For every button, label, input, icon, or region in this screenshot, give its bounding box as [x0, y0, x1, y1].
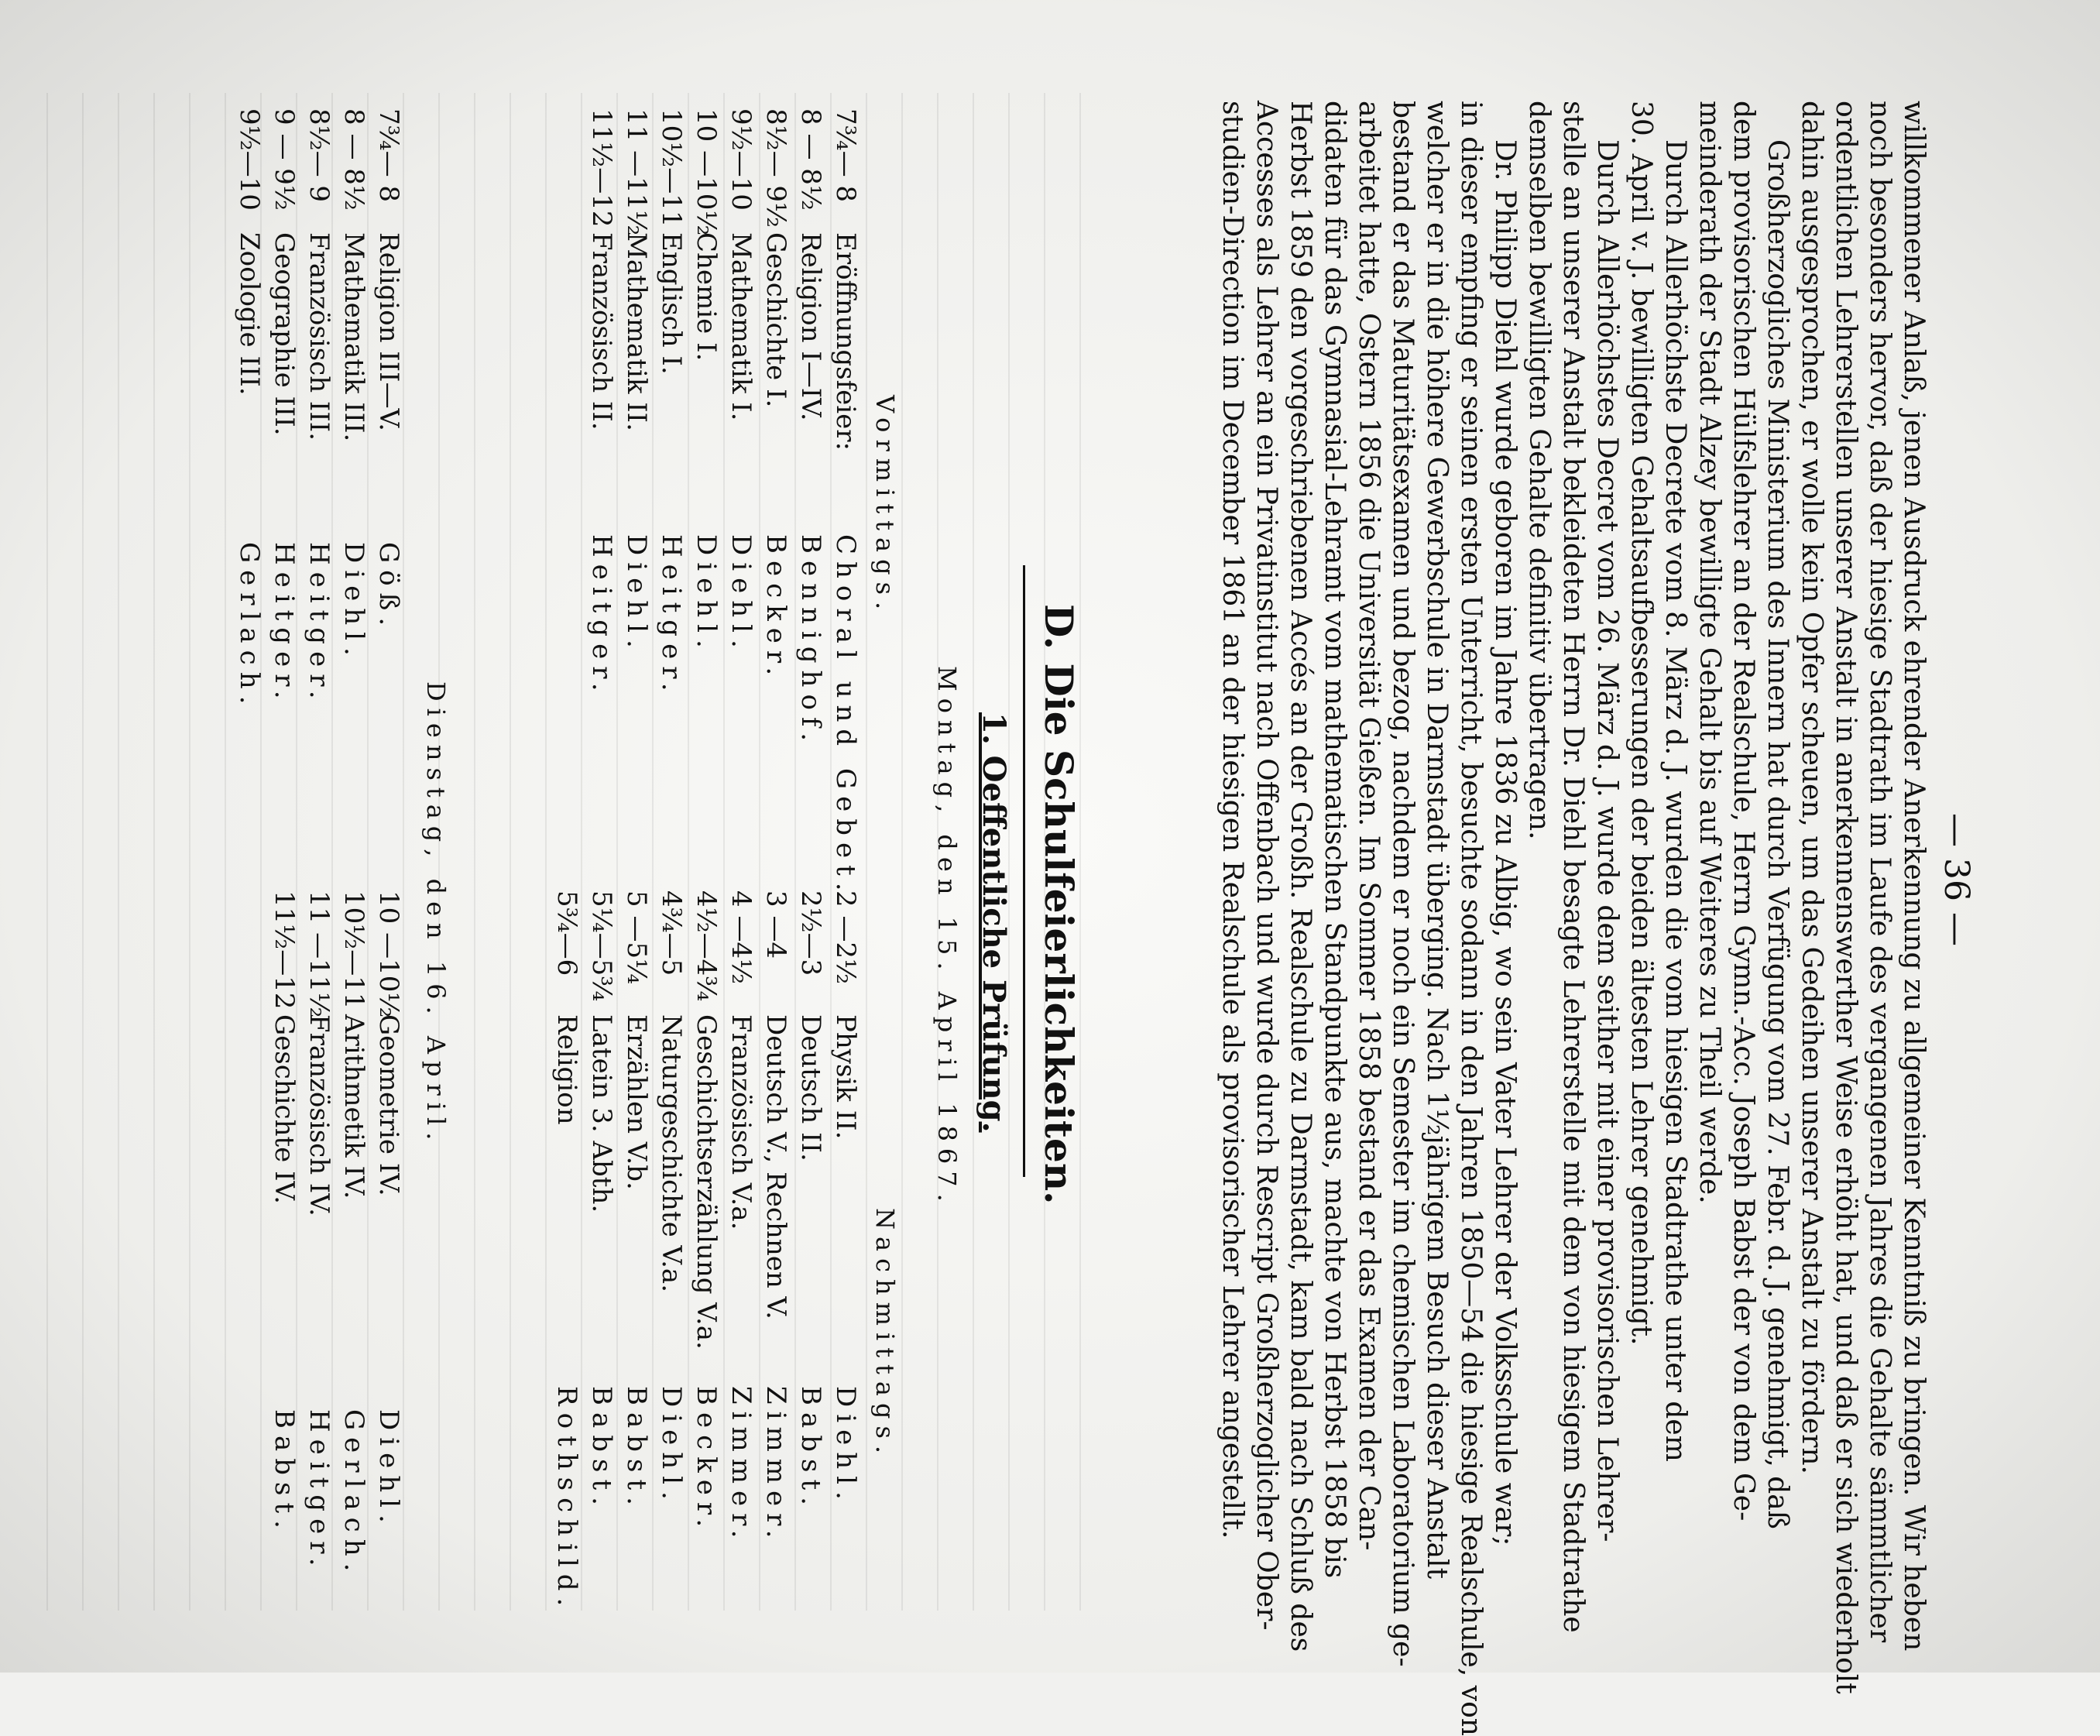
- teacher-name: Diehl.: [830, 1386, 861, 1507]
- subject: Zoologie III.: [234, 232, 265, 396]
- time-slot: 8 — 8½: [795, 108, 826, 211]
- time-slot: 7¾— 8: [373, 108, 404, 203]
- subject: Geometrie IV.: [373, 1014, 404, 1196]
- time-slot: 4½—4¾: [691, 890, 722, 1002]
- time-slot: 5¼—5¾: [586, 890, 617, 1002]
- teacher-name: Bennighof.: [795, 534, 826, 749]
- teacher-name: Gerlach.: [234, 542, 265, 712]
- section-title: D. Die Schulfeierlichkeiten.: [1036, 604, 1082, 1205]
- subject: Eröffnungsfeier:: [830, 232, 861, 451]
- subject: Englisch I.: [656, 232, 687, 375]
- text-line: stelle an unserer Anstalt bekleideten Herrn Dr. Diehl besagte Lehrerstelle mit dem von hiesigem Stadtrathe: [1557, 101, 1589, 1633]
- teacher-name: Heitger.: [304, 542, 335, 706]
- teacher-name: Diehl.: [621, 534, 652, 655]
- subject: Geschichte I.: [760, 232, 791, 408]
- text-line: meinderath der Stadt Alzey bewilligte Gehalt bis auf Weiteres zu Theil werde.: [1693, 101, 1725, 1204]
- text-line: arbeitet hatte, Ostern 1856 die Universität Gießen. Im Sommer 1858 bestand er das Examen der Can-: [1353, 101, 1385, 1551]
- time-slot: 2 —2½: [830, 890, 861, 985]
- teacher-name: Babst.: [621, 1386, 652, 1512]
- time-slot: 4¾—5: [656, 890, 687, 976]
- time-slot: 8½— 9: [304, 108, 335, 203]
- subject: Naturgeschichte V.a.: [656, 1014, 687, 1293]
- subject: Französisch II.: [586, 232, 617, 431]
- vormittags-label: Vormittags.: [870, 395, 900, 617]
- text-line: Durch Allerhöchstes Decret vom 26. März d. J. wurde dem seither mit einer provisorischen Lehrer-: [1591, 139, 1623, 1542]
- text-line: willkommener Anlaß, jenen Ausdruck ehrender Anerkennung zu allgemeiner Kenntniß zu bringen. Wir heben: [1898, 101, 1930, 1652]
- text-line: ordentlichen Lehrerstellen unserer Anstalt in anerkennenswerther Weise erhöht hat, und daß er sich wiederholt: [1830, 101, 1862, 1694]
- subject: Geographie III.: [269, 232, 300, 436]
- teacher-name: Diehl.: [338, 542, 369, 663]
- teacher-name: Babst.: [795, 1386, 826, 1512]
- teacher-name: Göß.: [373, 542, 404, 633]
- time-slot: 5¾—6: [551, 890, 582, 976]
- text-line: Herbst 1859 den vorgeschriebenen Accés an der Großh. Realschule zu Darmstadt, kam bald nach Schluß des: [1285, 101, 1316, 1652]
- text-line: bestand er das Maturitätsexamen und bezog, nachdem er noch ein Semester im chemischen Laboratorium ge-: [1387, 101, 1419, 1667]
- teacher-name: Diehl.: [691, 534, 722, 655]
- teacher-name: Choral und Gebet.: [830, 534, 861, 898]
- time-slot: 11½—12: [586, 108, 617, 228]
- subject: Erzählen V.b.: [621, 1014, 652, 1190]
- teacher-name: Becker.: [691, 1386, 722, 1535]
- section-rule: [1023, 565, 1025, 1177]
- subject: Religion III—V.: [373, 232, 404, 431]
- time-slot: 11 —11½: [621, 108, 652, 236]
- text-line: demselben bewilligten Gehalte definitiv übertragen.: [1523, 101, 1555, 840]
- teacher-name: Diehl.: [726, 534, 757, 655]
- subject: Religion I—IV.: [795, 232, 826, 421]
- time-slot: 2½—3: [795, 890, 826, 976]
- subject: Mathematik III.: [338, 232, 369, 442]
- text-line: Großherzogliches Ministerium des Innern hat durch Verfügung vom 27. Febr. d. J. genehmigt, daß: [1762, 139, 1793, 1529]
- teacher-name: Babst.: [269, 1409, 300, 1535]
- teacher-name: Zimmer.: [726, 1386, 757, 1546]
- tuesday-heading: Dienstag, den 16. April.: [421, 681, 451, 1148]
- page-number: — 36 —: [1937, 813, 1976, 946]
- subject: Deutsch II.: [795, 1014, 826, 1161]
- teacher-name: Diehl.: [656, 1386, 687, 1507]
- text-line: welcher er in die höhere Gewerbschule in Darmstadt überging. Nach 1½jährigem Besuch dieser Anstalt: [1421, 101, 1453, 1580]
- time-slot: 8 — 8½: [338, 108, 369, 211]
- subject: Chemie I.: [691, 232, 722, 362]
- subject: Arithmetik IV.: [338, 1014, 369, 1199]
- subsection-title: 1. Oeffentliche Prüfung.: [976, 712, 1012, 1133]
- nachmittags-label: Nachmittags.: [870, 1208, 900, 1461]
- time-slot: 9 — 9½: [269, 108, 300, 211]
- text-line: didaten für das Gymnasial-Lehramt vom mathematischen Standpunkte aus, machte von Herbst 1858 bis: [1319, 101, 1350, 1579]
- text-line: 30. April v. J. bewilligten Gehaltsaufbesserungen der beiden ältesten Lehrer genehmigt.: [1625, 101, 1657, 1346]
- time-slot: 10 —10½: [373, 890, 404, 1018]
- teacher-name: Gerlach.: [338, 1409, 369, 1579]
- teacher-name: Becker.: [760, 534, 791, 683]
- time-slot: 10½—11: [656, 108, 687, 228]
- time-slot: 5 —5¼: [621, 890, 652, 985]
- teacher-name: Diehl.: [373, 1409, 404, 1530]
- time-slot: 11½—12: [269, 890, 300, 1010]
- time-slot: 4 —4½: [726, 890, 757, 985]
- subject: Latein 3. Abth.: [586, 1014, 617, 1213]
- time-slot: 11 —11½: [304, 890, 335, 1018]
- time-slot: 10 —10½: [691, 108, 722, 236]
- text-line: in dieser empfing er seinen ersten Unterricht, besuchte sodann in den Jahren 1850—54 die hiesige Realschule, von: [1455, 101, 1487, 1736]
- time-slot: 7¾— 8: [830, 108, 861, 203]
- teacher-name: Rothschild.: [551, 1386, 582, 1614]
- teacher-name: Zimmer.: [760, 1386, 791, 1546]
- text-line: studien-Direction im December 1861 an der hiesigen Realschule als provisorischer Lehrer angestellt.: [1216, 101, 1248, 1539]
- teacher-name: Heitger.: [586, 534, 617, 698]
- time-slot: 10½—11: [338, 890, 369, 1010]
- rotated-document-page: [87, 101, 1976, 1736]
- text-line: Durch Allerhöchste Decrete vom 8. März d. J. wurden die vom hiesigen Stadtrathe unter dem: [1659, 139, 1691, 1462]
- teacher-name: Heitger.: [656, 534, 687, 698]
- subject: Mathematik II.: [621, 232, 652, 431]
- time-slot: 9½—10: [234, 108, 265, 211]
- subject: Deutsch V., Rechnen V.: [760, 1014, 791, 1319]
- text-line: dahin ausgesprochen, er wolle kein Opfer scheuen, um das Gedeihen unserer Anstalt zu fördern.: [1796, 101, 1827, 1475]
- subject: Französisch V.a.: [726, 1014, 757, 1230]
- subject: Geschichtserzählung V.a.: [691, 1014, 722, 1350]
- subject: Französisch IV.: [304, 1014, 335, 1216]
- teacher-name: Heitger.: [269, 542, 300, 706]
- subject: Mathematik I.: [726, 232, 757, 421]
- text-line: dem provisorischen Hülfslehrer an der Realschule, Herrn Gymn.-Acc. Joseph Babst der von dem Ge-: [1728, 101, 1759, 1522]
- subject: Physik II.: [830, 1014, 861, 1140]
- text-line: Accesses als Lehrer an ein Privatinstitut nach Offenbach und wurde durch Rescript Großherzoglicher Ober-: [1251, 101, 1282, 1631]
- subject: Geschichte IV.: [269, 1014, 300, 1204]
- text-line: Dr. Philipp Diehl wurde geboren im Jahre 1836 zu Albig, wo sein Vater Lehrer der Volksschule war;: [1489, 139, 1521, 1546]
- monday-heading: Montag, den 15. April 1867.: [932, 666, 962, 1209]
- subject: Religion: [551, 1014, 582, 1125]
- subject: Französisch III.: [304, 232, 335, 441]
- teacher-name: Heitger.: [304, 1409, 335, 1573]
- time-slot: 9½—10: [726, 108, 757, 211]
- text-line: noch besonders hervor, daß der hiesige Stadtrath im Laufe des vergangenen Jahres die Gehalte sämmtlicher: [1864, 101, 1896, 1643]
- time-slot: 8½— 9½: [760, 108, 791, 228]
- teacher-name: Babst.: [586, 1386, 617, 1512]
- time-slot: 3 —4: [760, 890, 791, 959]
